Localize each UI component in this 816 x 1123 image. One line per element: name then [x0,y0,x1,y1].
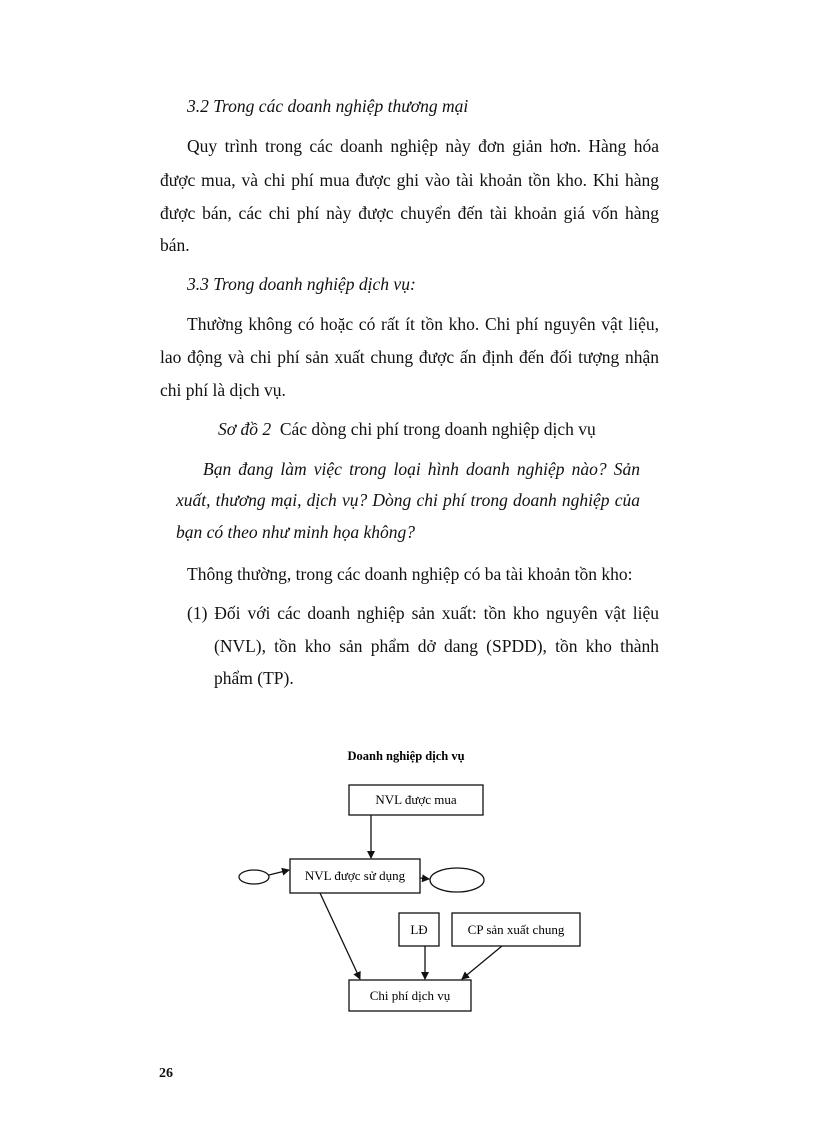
section-3-2-line-4: bán. [160,235,190,255]
list-item-1-line-2: (NVL), tồn kho sản phẩm dở dang (SPDD), tồn kho thành [214,636,659,656]
question-line-3: bạn có theo như minh họa không? [176,522,415,542]
box-overhead-label: CP sản xuất chung [467,922,565,937]
figure-caption-label: Sơ đồ 2 [218,419,272,439]
page-number: 26 [159,1066,173,1081]
box-labor-label: LĐ [410,922,428,937]
question-line-1: Bạn đang làm việc trong loại hình doanh nghiệp nào? Sản [203,459,640,479]
arrow-beginning-to-used [269,870,289,875]
list-item-1-line-3: phẩm (TP). [214,668,294,688]
question-line-2: xuất, thương mại, dịch vụ? Dòng chi phí trong doanh nghiệp của [176,490,640,510]
figure-caption-text: Các dòng chi phí trong doanh nghiệp dịch vụ [279,419,596,439]
arrow-overhead-to-service-cost [462,946,502,979]
beginning-balance-ellipse [239,870,269,884]
list-item-1-line-1: (1) Đối với các doanh nghiệp sản xuất: tồn kho nguyên vật liệu [187,603,659,623]
section-3-2-heading: 3.2 Trong các doanh nghiệp thương mại [187,96,469,116]
section-3-3-line-2: lao động và chi phí sản xuất chung được ấn định đến đối tượng nhận [160,347,659,367]
arrow-used-to-service-cost [320,893,360,979]
ending-balance-ellipse [430,868,484,892]
section-3-3-line-3: chi phí là dịch vụ. [160,380,286,400]
box-service-cost-label: Chi phí dịch vụ [369,988,451,1003]
section-3-2-line-2: được mua, và chi phí mua được ghi vào tài khoản tồn kho. Khi hàng [160,170,659,190]
box-used-materials-label: NVL được sử dụng [304,868,406,883]
inventory-intro-line: Thông thường, trong các doanh nghiệp có ba tài khoản tồn kho: [187,564,633,584]
box-purchased-materials-label: NVL được mua [375,792,457,807]
section-3-3-heading: 3.3 Trong doanh nghiệp dịch vụ: [187,274,416,294]
diagram-title: Doanh nghiệp dịch vụ [347,749,465,763]
arrow-used-to-ending [420,878,429,879]
section-3-2-line-3: được bán, các chi phí này được chuyển đến tài khoản giá vốn hàng [160,203,659,223]
section-3-2-line-1: Quy trình trong các doanh nghiệp này đơn giản hơn. Hàng hóa [187,136,659,156]
section-3-3-line-1: Thường không có hoặc có rất ít tồn kho. Chi phí nguyên vật liệu, [187,314,659,334]
